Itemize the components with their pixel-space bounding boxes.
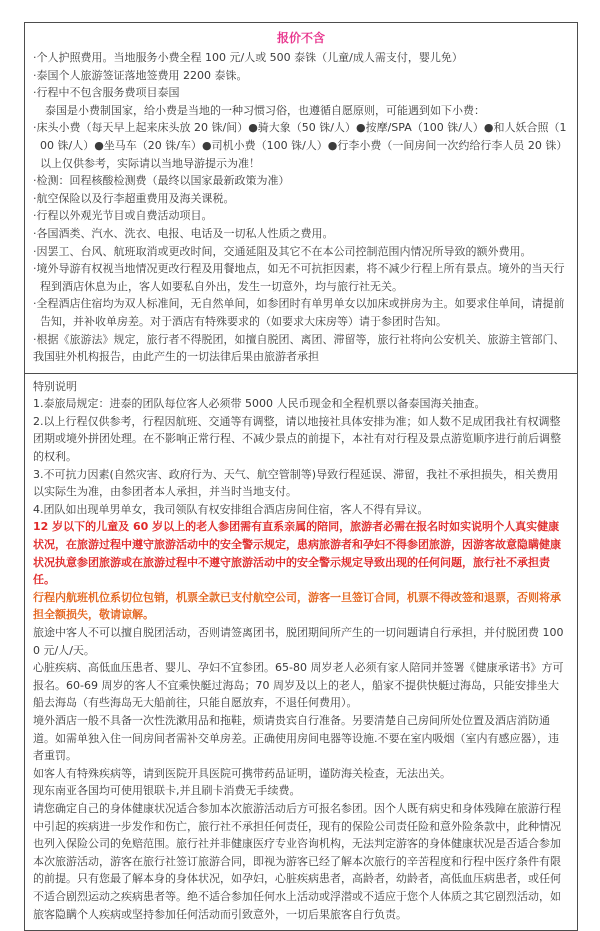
terms-paragraph: 3.不可抗力因素(自然灾害、政府行为、天气、航空管制等)导致行程延误、滞留，我社不承担损失，相关费用以实际生为准，由参团者本人承担，并当时当地支付。 [33, 467, 559, 499]
terms-paragraph: ·境外导游有权视当地情况更改行程及用餐地点，如无不可抗拒因素，将不减少行程上所有景点。境外的当天行程到酒店休息为止，客人如要私自外出，发生一切意外，均与旅行社无关。 [33, 262, 565, 293]
terms-paragraph: ·检测：回程核酸检测费（最终以国家最新政策为准） [33, 174, 290, 188]
terms-paragraph: ·各国酒类、汽水、洗衣、电报、电话及一切私人性质之费用。 [33, 226, 334, 240]
not-included-paragraphs [33, 49, 569, 366]
terms-paragraph: 请您确定自己的身体健康状况适合参加本次旅游活动后方可报名参团。因个人既有病史和身体残障在旅游行程中引起的疾病进一步发作和伤亡，旅行社不承担任何责任，现有的保险公司责任险和意外险条款中，此种情况也列入保险公司的免赔范围。旅行社并非健康医疗专业咨询机构，无法判定游客的身体健康状况是否适合参加本次旅游活动，游客在旅行社签订旅游合同，即视为游客已经了解本次旅行的辛苦程度和行程中医疗条件有限的前提。只有您最了解本身的身体状况，如孕妇，心脏疾病患者，高龄者，幼龄者，高低血压病患者，或任何不适合剧烈运动之疾病患者等。绝不适合参加任何水上活动或浮潜或不适应于您个人体质之其它剧烈活动，如旅客隐瞒个人疾病或坚持参加任何活动而引致意外，一切后果旅客自行负责。 [33, 801, 561, 921]
special-notes-heading: 特别说明 [33, 379, 77, 393]
section-special-notes [25, 373, 577, 930]
terms-paragraph: ·因罢工、台风、航班取消或更改时间，交通延阻及其它不在本公司控制范围内情况所导致的额外费用。 [33, 244, 532, 258]
terms-paragraph: ·个人护照费用。当地服务小费全程 100 元/人或 500 泰铢（儿童/成人需支付，婴儿免） [33, 51, 463, 64]
section-title-not-included: 报价不含 [276, 31, 325, 45]
terms-paragraph: 1.泰旅局规定：进泰的团队每位客人必须带 5000 人民币现金和全程机票以备泰国海关抽查。 [33, 397, 486, 411]
terms-table [24, 22, 578, 931]
terms-paragraph: ·床头小费（每天早上起来床头放 20 铢/间）●骑大象（50 铢/人）●按摩/SPA（100 铢/人）●和人妖合照（100 铢/人）●坐马车（20 铢/车）●司机小费（100 铢/人）●行李小费（一间房间一次约给行李人员 20 铢）以上仅供参考，实际请以当地导游提示为准！ [33, 121, 568, 170]
terms-paragraph: ·行程以外观光节目或自费活动项目。 [33, 209, 213, 223]
terms-paragraph: 行程内航班机位系切位包销，机票全款已支付航空公司，游客一旦签订合同，机票不得改签和退票，否则将承担全额损失，敬请谅解。 [33, 590, 561, 622]
terms-paragraph: 如客人有特殊疾病等，请到医院开具医院可携带药品证明，谨防海关检查，无法出关。 [33, 766, 451, 780]
terms-paragraph: 12 岁以下的儿童及 60 岁以上的老人参团需有直系亲属的陪同，旅游者必需在报名时如实说明个人真实健康状况，在旅游过程中遵守旅游活动中的安全警示规定，患病旅游者和孕妇不得参团旅游，因游客故意隐瞒健康状况执意参团旅游或在旅游过程中不遵守旅游活动中的安全警示规定导致出现的任何问题，旅行社不承担责任。 [33, 520, 561, 587]
terms-paragraph: ·行程中不包含服务费项目泰国 [33, 86, 180, 100]
terms-paragraph: ·泰国个人旅游签证落地签费用 2200 泰铢。 [33, 68, 248, 82]
terms-paragraph: 旅途中客人不可以擅自脱团活动，否则请签离团书，脱团期间所产生的一切问题请自行承担，并付脱团费 1000 元/人/天。 [33, 626, 564, 657]
terms-paragraph: ·根据《旅游法》规定，旅行者不得脱团，如擅自脱团、离团、滞留等，旅行社将向公安机关、旅游主管部门、我国驻外机构报告，由此产生的一切法律后果由旅游者承担 [33, 332, 565, 364]
terms-paragraph: 2.以上行程仅供参考，行程因航班、交通等有调整，请以地接社具体安排为准；如人数不足成团我社有权调整团期或境外拼团处理。在不影响正常行程、不减少景点的前提下，本社有对行程及景点游览顺序进行前后调整的权利。 [33, 414, 561, 464]
terms-paragraph: 现东南亚各国均可使用银联卡,并且刷卡消费无手续费。 [33, 784, 301, 798]
terms-paragraph: ·航空保险以及行李超重费用及海关课税。 [33, 191, 235, 205]
terms-paragraph: 泰国是小费制国家，给小费是当地的一种习惯习俗，也遵循自愿原则，可能遇到如下小费： [45, 103, 485, 117]
terms-paragraph: 心脏疾病、高低血压患者、婴儿、孕妇不宜参团。65-80 周岁老人必须有家人陪同并签署《健康承诺书》方可报名。60-69 周岁的客人不宜乘快艇过海岛；70 周岁及以上的老人，船家不提供快艇过海岛，只能安排坐大船去海岛（有些海岛无大船前往，只能自愿放弃，不退任何费用）。 [33, 661, 564, 710]
terms-paragraph: 境外酒店一般不具备一次性洗漱用品和拖鞋，烦请贵宾自行准备。另要清楚自己房间所处位置及酒店消防通道。如需单独入住一间房间者需补交单房差。正确使用房间电器等设施.不要在室内吸烟（室内有感应器），违者重罚。 [33, 713, 559, 763]
terms-paragraph: ·全程酒店住宿均为双人标准间，无自然单间，如参团时有单男单女以加床或拼房为主。如要求住单间，请提前告知，并补收单房差。对于酒店有特殊要求的（如要求大床房等）请于参团时告知。 [33, 297, 565, 328]
section-not-included [25, 23, 577, 373]
terms-paragraph: 4.团队如出现单男单女，我司领队有权安排组合酒店房间住宿，客人不得有异议。 [33, 502, 429, 516]
special-notes-paragraphs [33, 395, 569, 923]
